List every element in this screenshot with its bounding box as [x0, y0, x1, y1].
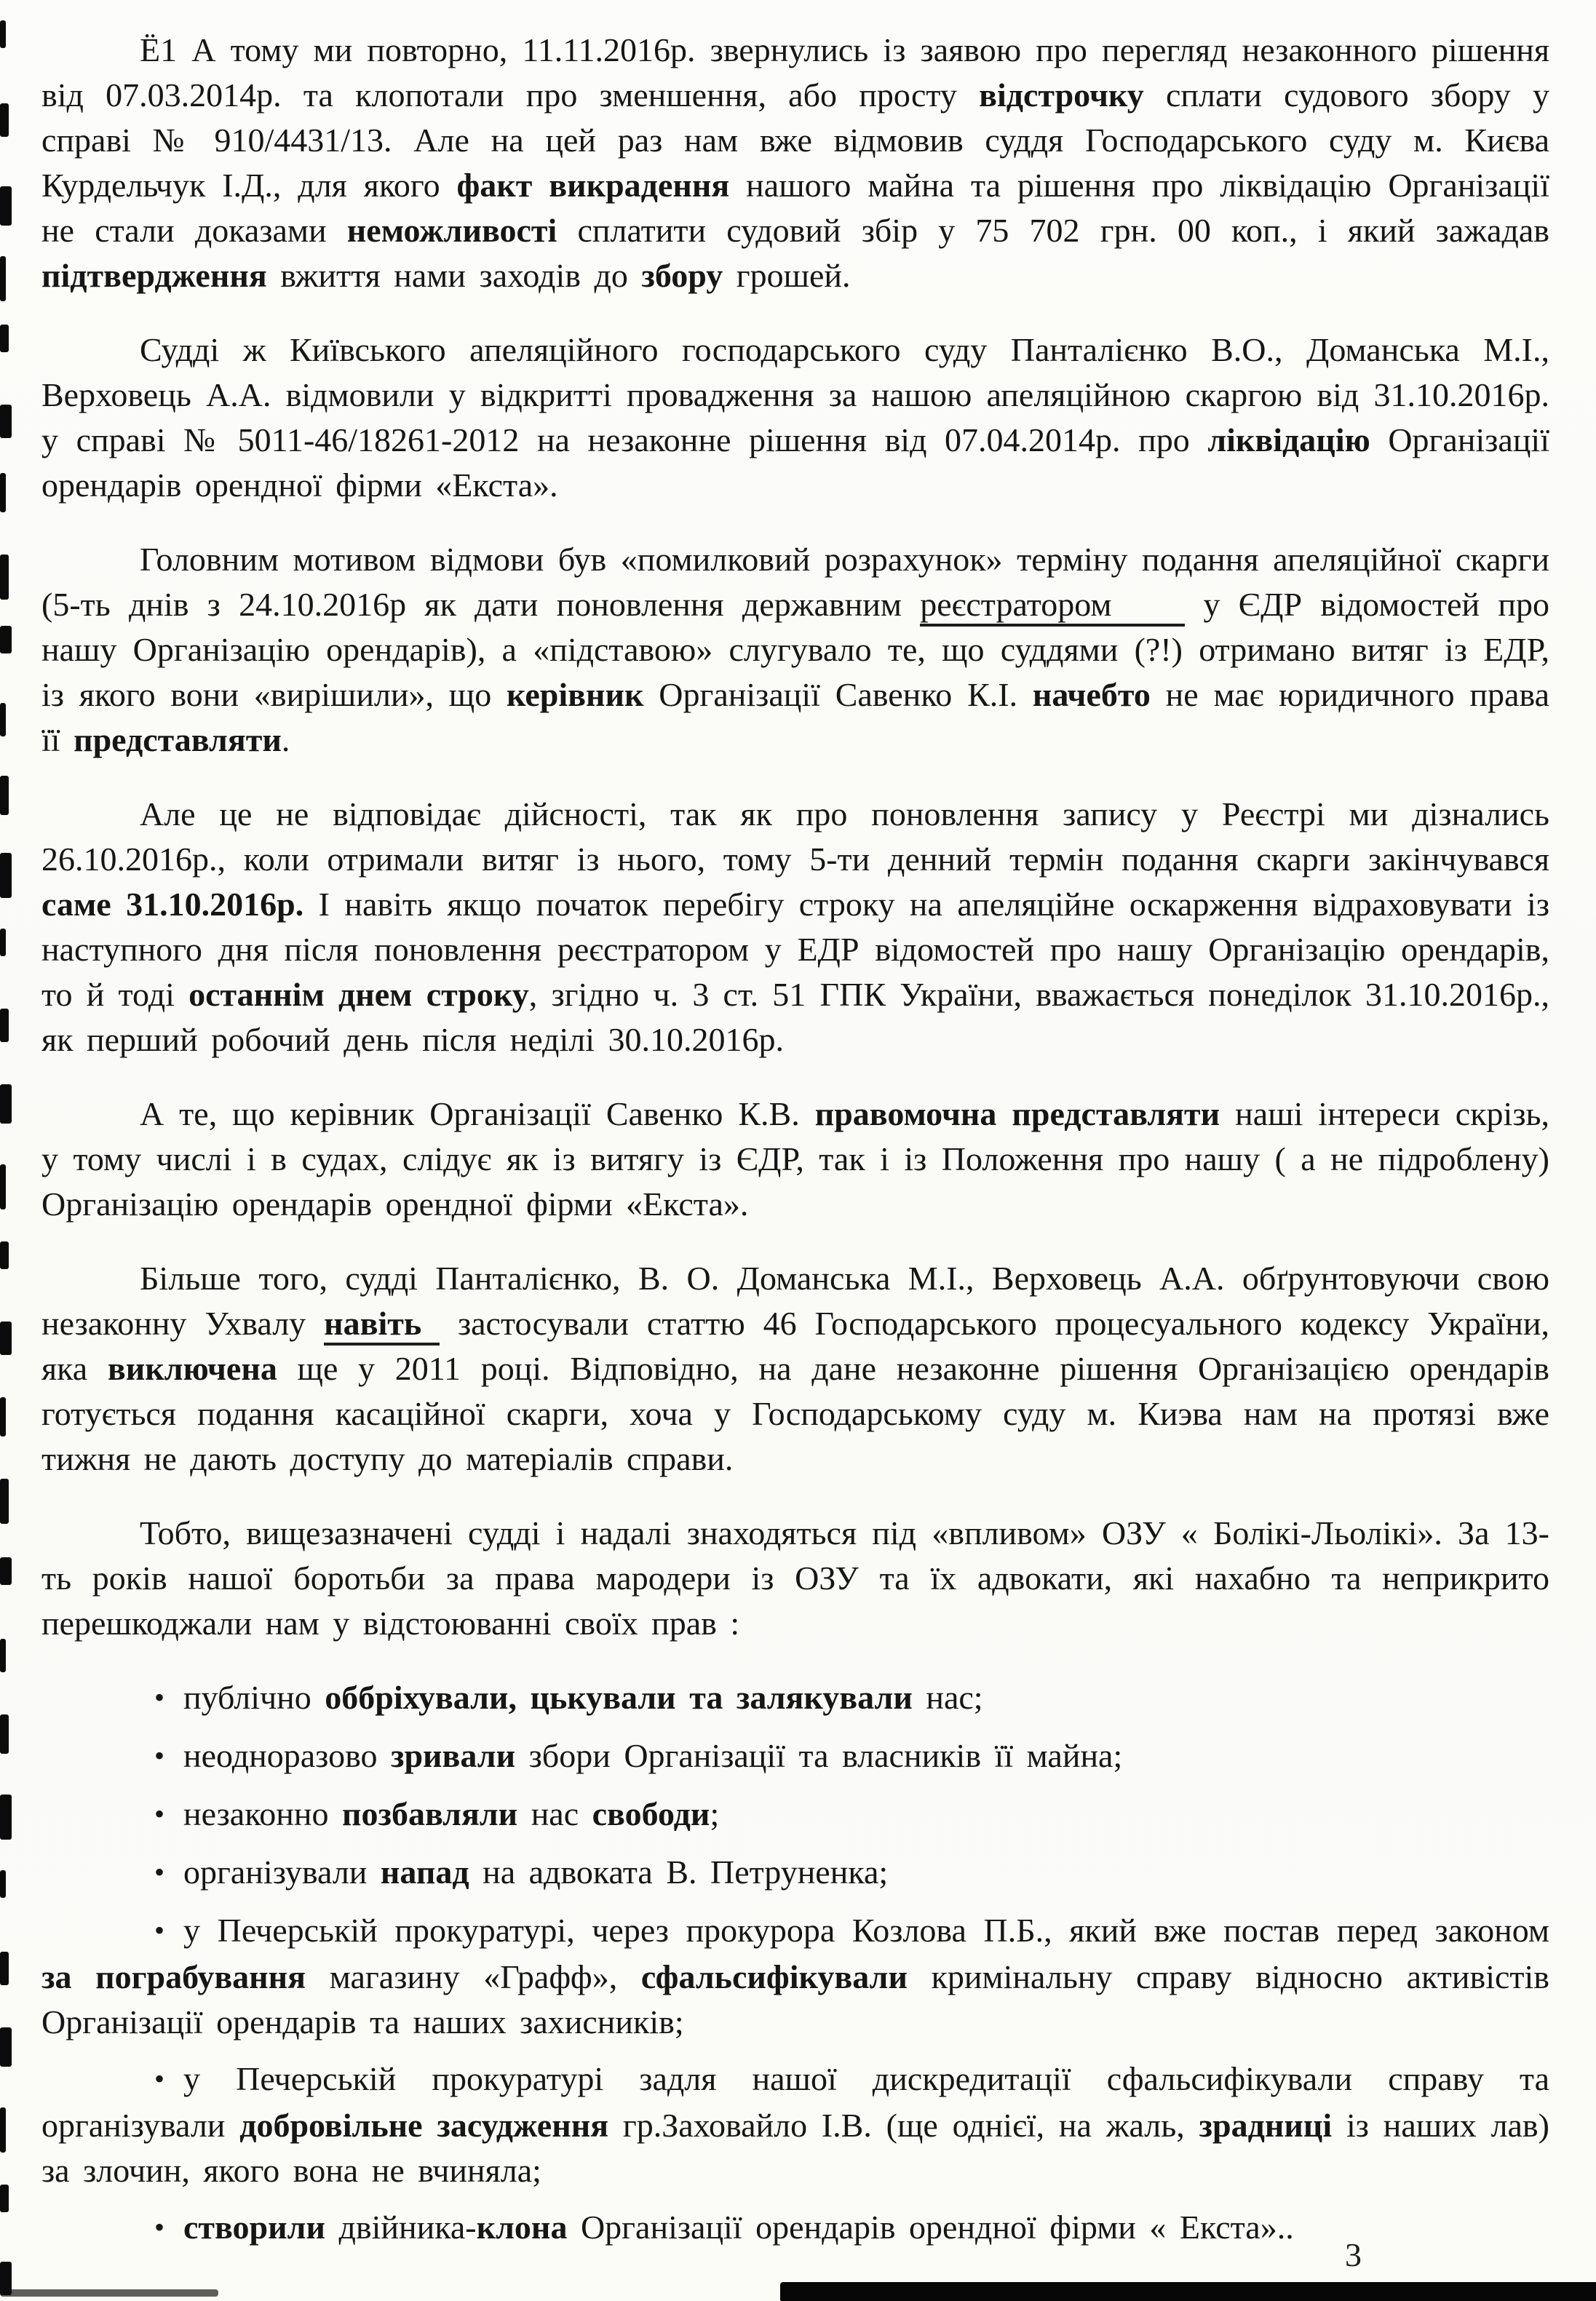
text-segment: оббріхували, цькували та залякували — [325, 1679, 913, 1716]
text-segment: клона — [476, 2209, 568, 2246]
text-segment: А те, що керівник Організації Савенко К.В. — [140, 1095, 815, 1132]
text-segment: ; — [710, 1795, 720, 1832]
scan-artifact-edge-mark — [0, 256, 6, 301]
text-segment: позбавляли — [341, 1795, 518, 1832]
text-segment: сфальсифікували — [640, 1958, 908, 1995]
text-segment: двійника- — [325, 2209, 477, 2246]
scan-artifact-edge-mark — [0, 2262, 12, 2295]
paragraph — [41, 1092, 1549, 1227]
text-segment: Ё1 А тому ми повторно, 11.11.2016р. звернулись із заявою про перегляд незаконного рішення від 07.03.2014р. та клопотали про зменшення, або просту — [41, 31, 1549, 114]
scan-artifact-edge-mark — [0, 2027, 12, 2067]
text-segment: . — [281, 721, 290, 758]
text-segment: збору — [641, 257, 723, 294]
text-segment: організували — [183, 1853, 381, 1891]
text-segment: сплати судового збору у справі № 910/4431/13. Але на цей раз нам вже відмовив суддя Господарського суду м. Києва Курдельчук І.Д., для якого — [41, 76, 1549, 204]
scan-artifact-edge-mark — [0, 1322, 12, 1355]
paragraph — [41, 1511, 1549, 1646]
text-segment: Головним мотивом відмови був «помилковий розрахунок» терміну подання апеляційної скарги (5-ть днів з 24.10.2016р як дати поновлення державним — [41, 541, 1549, 623]
scan-artifact-edge-mark — [0, 20, 6, 48]
scan-artifact-edge-mark — [0, 405, 12, 438]
scan-artifact-edge-mark — [0, 929, 6, 956]
text-segment: у ЄДР відомостей про нашу Організацію орендарів), а «підставою» слугувало те, що суддями (?!) отримано витяг із ЕДР, із якого вони «вирішили», що — [41, 586, 1549, 713]
scan-artifact-edge-mark — [0, 1714, 9, 1754]
scan-artifact-edge-mark — [0, 1952, 9, 1985]
bullet-dot-icon: • — [154, 1739, 165, 1772]
paragraph — [41, 792, 1549, 1062]
bullet-dot-icon: • — [154, 1681, 165, 1714]
scan-artifact-edge-mark — [0, 103, 9, 137]
bullet-item — [41, 1908, 1549, 2045]
text-segment: Судді ж Київського апеляційного господарського суду Панталієнко В.О., Доманська М.І., Верховець А.А. відмовили у відкритті провадження за нашою апеляційною скаргою від 31.10.2016р. у справі № 5011-46/18261-2012 на незаконне рішення від 07.04.2014р. про — [41, 331, 1549, 458]
text-segment: Але це не відповідає дійсності, так як про поновлення запису у Реєстрі ми дізнались 26.10.2016р., коли отримали витяг із нього, тому 5-ти денний термін подання скарги закінчувався — [41, 795, 1549, 878]
scan-artifact-edge-mark — [0, 1639, 6, 1672]
text-segment: у Печерській прокуратурі задля нашої дискредитації сфальсифікували справу та організували — [41, 2060, 1549, 2144]
paragraph — [41, 28, 1549, 298]
scan-artifact-edge-mark — [0, 1241, 9, 1269]
text-segment: І навіть якщо початок перебігу строку на апеляційне оскарження відраховувати із наступного дня після поновлення реєстратором у ЕДР відомостей про нашу Організацію орендарів, то й тоді — [41, 886, 1549, 1013]
scan-artifact-edge-mark — [0, 1164, 6, 1209]
text-segment: ліквідацію — [1207, 421, 1370, 458]
text-segment: на адвоката В. Петруненка; — [469, 1853, 889, 1891]
text-segment: підтвердження — [41, 257, 267, 294]
text-segment: Організації орендарів орендної фірми «Екста». — [41, 421, 1549, 504]
scan-artifact-bottom-bar — [780, 2282, 1596, 2301]
paragraph — [41, 537, 1549, 763]
bullet-item — [41, 1792, 1549, 1838]
text-segment: збори Організації та власників її майна; — [515, 1737, 1123, 1774]
scan-artifact-edge-mark — [0, 2107, 6, 2153]
paragraph — [41, 327, 1549, 508]
scan-artifact-edge-mark — [0, 703, 6, 736]
scan-artifact-edge-mark — [0, 1009, 9, 1042]
text-segment: кримінальну справу відносно активістів Організації орендарів та наших захисників; — [41, 1958, 1550, 2040]
text-segment: виключена — [107, 1350, 277, 1387]
bullet-dot-icon: • — [154, 2062, 165, 2095]
text-segment: сплатити судовий збір у 75 702 грн. 00 коп., і який зажадав — [557, 212, 1550, 249]
text-segment: напад — [380, 1853, 469, 1891]
text-segment: Більше того, судді Панталієнко, В. О. Доманська М.І., Верховець А.А. обґрунтовуючи свою незаконну Ухвалу — [41, 1260, 1549, 1342]
bullet-item — [41, 1675, 1549, 1722]
scan-artifact-bottom-smudge — [0, 2289, 218, 2297]
text-segment: свободи — [592, 1795, 710, 1832]
bullet-dot-icon: • — [154, 1914, 165, 1947]
bullet-dot-icon: • — [154, 1856, 165, 1888]
bullet-item — [41, 2205, 1549, 2252]
page-number: 3 — [1345, 2236, 1362, 2273]
text-segment: Організації орендарів орендної фірми « Екста».. — [567, 2209, 1294, 2246]
text-segment: керівник — [507, 676, 644, 713]
text-segment: публічно — [183, 1679, 325, 1716]
scan-artifact-edge-mark — [0, 1397, 6, 1436]
text-segment: навіть — [324, 1305, 440, 1346]
bullet-dot-icon: • — [154, 2211, 165, 2244]
text-segment: останнім днем строку — [188, 976, 529, 1013]
document-body — [41, 28, 1549, 2263]
text-segment: Тобто, вищезазначені судді і надалі знаходяться під «впливом» ОЗУ « Болікі-Льолікі». За 13-ть років нашої боротьби за права мародери із ОЗУ та їх адвокати, які нахабно та неприкрито перешкоджали нам у відстоюванні своїх прав : — [41, 1514, 1549, 1642]
text-segment: неможливості — [346, 212, 557, 249]
text-segment: гр.Заховайло І.В. (ще однієї, на жаль, — [608, 2107, 1199, 2144]
bullet-item — [41, 1850, 1549, 1896]
scan-artifact-edge-mark — [0, 555, 9, 600]
text-segment: Організації Савенко К.І. — [643, 676, 1033, 713]
text-segment: зрадниці — [1199, 2107, 1333, 2144]
text-segment: у Печерській прокуратурі, через прокурора Козлова П.Б., який вже постав перед законом — [183, 1912, 1549, 1949]
text-segment: створили — [183, 2209, 325, 2246]
text-segment: незаконно — [183, 1795, 342, 1832]
bullet-dot-icon: • — [154, 1797, 165, 1830]
scan-artifact-edge-mark — [0, 186, 12, 226]
bullet-item — [41, 1733, 1549, 1780]
text-segment: саме 31.10.2016р. — [41, 886, 304, 923]
text-segment: відстрочку — [979, 76, 1144, 114]
scan-artifact-edge-mark — [0, 2185, 9, 2212]
text-segment: за пограбування — [41, 1958, 306, 1995]
scan-artifact-edge-mark — [0, 1084, 12, 1124]
text-segment: ще у 2011 році. Відповідно, на дане незаконне рішення Організацією орендарів готується подання касаційної скарги, хоча у Господарському суду м. Киэва нам на протязі вже тижня не дають доступу до матеріалів справи. — [41, 1350, 1549, 1477]
text-segment: нас; — [912, 1679, 983, 1716]
text-segment: не має юридичного права її — [41, 676, 1549, 758]
text-segment: правомочна представляти — [814, 1095, 1220, 1132]
text-segment: із наших лав) за злочин, якого вона не вчиняла; — [41, 2107, 1549, 2189]
scan-artifact-edge-mark — [0, 325, 9, 352]
scan-artifact-edge-mark — [0, 1795, 12, 1840]
scan-artifact-edge-mark — [0, 626, 12, 653]
paragraph — [41, 1256, 1549, 1482]
text-segment: застосували статтю 46 Господарського процесуального кодексу України, яка — [41, 1305, 1549, 1387]
scan-artifact-edge-mark — [0, 1479, 9, 1524]
text-segment: нас — [517, 1795, 592, 1832]
text-segment: факт викрадення — [456, 167, 730, 204]
scan-artifact-edge-mark — [0, 1557, 12, 1585]
text-segment: грошей. — [723, 257, 851, 294]
text-segment: начебто — [1032, 676, 1151, 713]
text-segment: нашого майна та рішення про ліквідацію Організації не стали доказами — [41, 167, 1549, 249]
text-segment: добровільне засудження — [239, 2107, 609, 2144]
text-segment: магазину «Графф», — [306, 1958, 641, 1995]
text-segment: , згідно ч. 3 ст. 51 ГПК України, вважається понеділок 31.10.2016р., як перший робочий день після неділі 30.10.2016р. — [41, 976, 1550, 1058]
scan-artifact-edge-mark — [0, 473, 6, 512]
text-segment: реєстратором — [920, 586, 1185, 627]
text-segment: наші інтереси скрізь, у тому числі і в судах, слідує як із витягу із ЄДР, так і із Положення про нашу ( а не підроблену) Організацію орендарів орендної фірми «Екста». — [41, 1095, 1549, 1223]
text-segment: зривали — [390, 1737, 516, 1774]
scan-artifact-edge-mark — [0, 853, 12, 898]
text-segment: представляти — [74, 721, 282, 758]
scan-artifact-edge-mark — [0, 776, 9, 815]
scan-artifact-edge-mark — [0, 1870, 6, 1898]
text-segment: неодноразово — [183, 1737, 391, 1774]
bullet-item — [41, 2056, 1549, 2193]
text-segment: вжиття нами заходів до — [266, 257, 642, 294]
